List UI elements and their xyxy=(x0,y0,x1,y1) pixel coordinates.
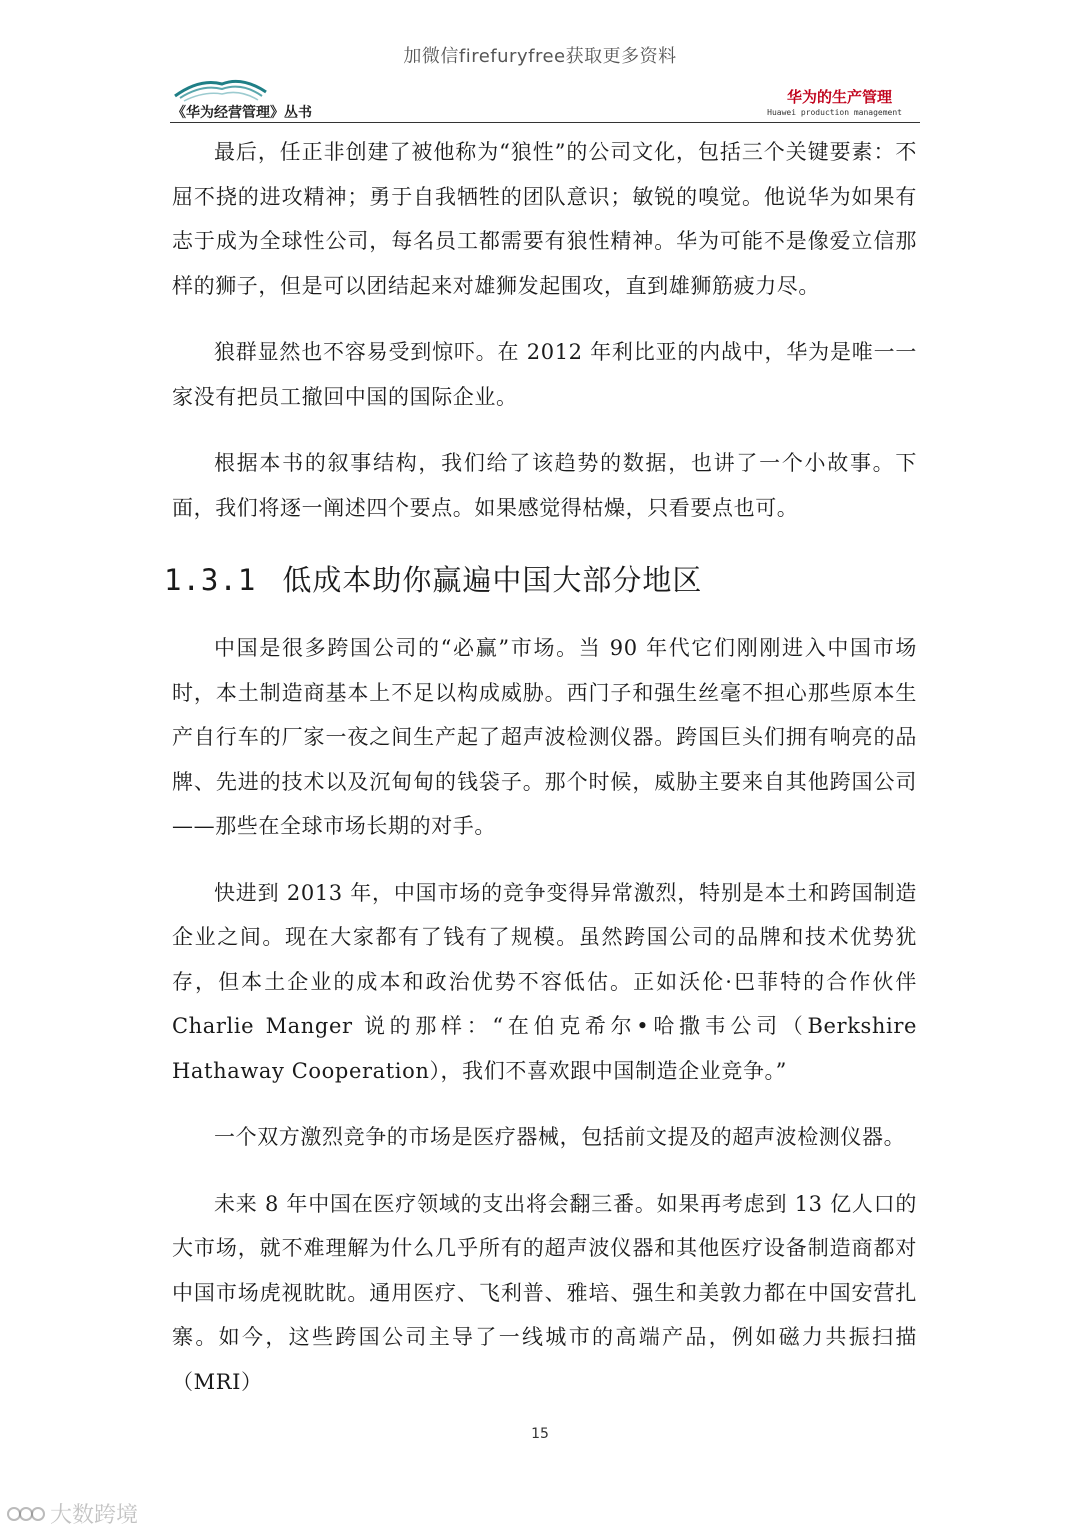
page-number: 15 xyxy=(531,1426,549,1442)
paragraph: 未来 8 年中国在医疗领域的支出将会翻三番。如果再考虑到 13 亿人口的大市场，就不难理解为什么几乎所有的超声波仪器和其他医疗设备制造商都对中国市场虎视眈眈。通用医疗、飞利普、雅培、强生和美敦力都在中国安营扎寨。如今，这些跨国公司主导了一线城市的高端产品，例如磁力共振扫描（MRI） xyxy=(172,1191,917,1394)
page-content xyxy=(164,130,917,1404)
bottom-watermark xyxy=(6,1498,138,1529)
book-title: 华为的生产管理 xyxy=(786,88,892,106)
section-number: 1.3.1 xyxy=(164,563,257,597)
mountain-logo-icon xyxy=(170,74,270,104)
top-watermark: 加微信firefuryfree获取更多资料 xyxy=(403,46,677,67)
page-header xyxy=(170,74,920,124)
dashuju-logo-icon xyxy=(6,1502,46,1526)
paragraph: 快进到 2013 年，中国市场的竞争变得异常激烈，特别是本土和跨国制造企业之间。现在大家都有了钱有了规模。虽然跨国公司的品牌和技术优势犹存，但本土企业的成本和政治优势不容低估。正如沃伦·巴菲特的合作伙伴 Charlie Manger 说的那样：“在伯克希尔•哈撒韦公司（Berkshire Hathaway Cooperation），我们不喜欢跟中国制造企业竞争。” xyxy=(172,880,917,1083)
series-title: 《华为经营管理》丛书 xyxy=(172,105,312,121)
header-rule xyxy=(170,122,920,123)
paragraph: 狼群显然也不容易受到惊吓。在 2012 年利比亚的内战中，华为是唯一一家没有把员工撤回中国的国际企业。 xyxy=(172,340,917,409)
book-subtitle: Huawei production management xyxy=(767,108,902,117)
watermark-text: 大数跨境 xyxy=(50,1503,139,1528)
paragraph: 一个双方激烈竞争的市场是医疗器械，包括前文提及的超声波检测仪器。 xyxy=(214,1125,906,1149)
paragraph: 根据本书的叙事结构，我们给了该趋势的数据，也讲了一个小故事。下面，我们将逐一阐述四个要点。如果感觉得枯燥，只看要点也可。 xyxy=(172,451,917,520)
paragraph: 中国是很多跨国公司的“必赢”市场。当 90 年代它们刚刚进入中国市场时，本土制造商基本上不足以构成威胁。西门子和强生丝毫不担心那些原本生产自行车的厂家一夜之间生产起了超声波检测仪器。跨国巨头们拥有响亮的品牌、先进的技术以及沉甸甸的钱袋子。那个时候，威胁主要来自其他跨国公司——那些在全球市场长期的对手。 xyxy=(172,636,917,838)
section-title: 低成本助你赢遍中国大部分地区 xyxy=(282,563,703,597)
paragraph: 最后，任正非创建了被他称为“狼性”的公司文化，包括三个关键要素：不屈不挠的进攻精神；勇于自我牺牲的团队意识；敏锐的嗅觉。他说华为如果有志于成为全球性公司，每名员工都需要有狼性精神。华为可能不是像爱立信那样的狮子，但是可以团结起来对雄狮发起围攻，直到雄狮筋疲力尽。 xyxy=(172,140,917,298)
section-heading xyxy=(164,558,917,602)
